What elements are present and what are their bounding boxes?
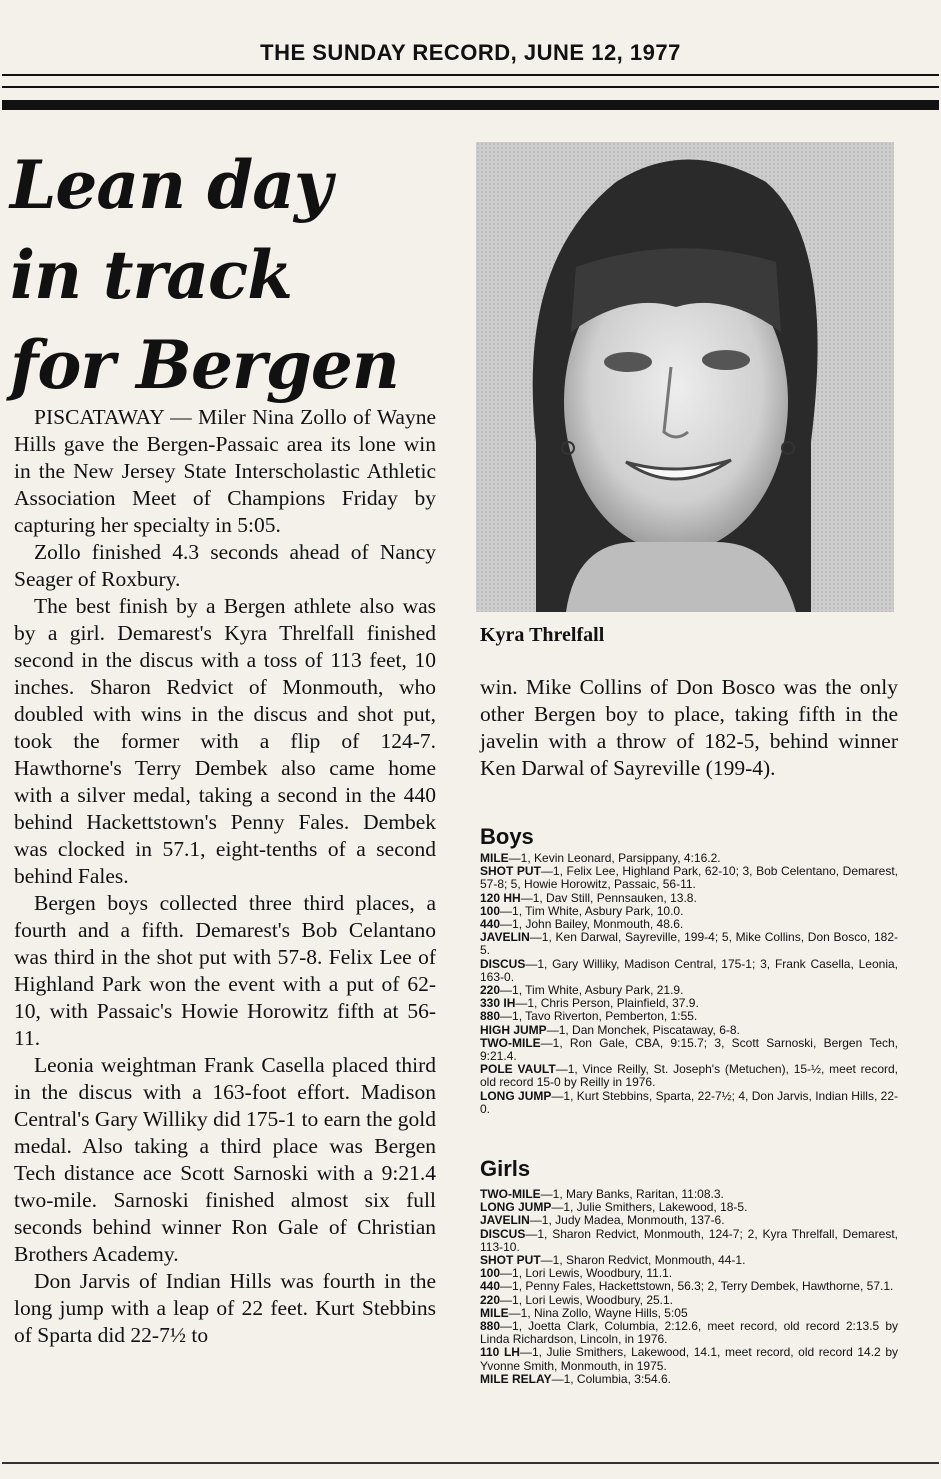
bottom-rule bbox=[2, 1462, 939, 1464]
result-row bbox=[480, 1037, 898, 1063]
masthead-rule-mid bbox=[2, 86, 939, 88]
event-name: 100 bbox=[480, 1266, 501, 1281]
photo-caption: Kyra Threlfall bbox=[480, 624, 605, 646]
event-result: —1, Sharon Redvict, Monmouth, 44-1. bbox=[540, 1253, 746, 1268]
story-paragraph: Leonia weightman Frank Casella placed third in the discus with a 163-foot effort. Madison Central's Gary Williky did 175-1 to earn the gold medal. Also taking a third place was Bergen Tech distance ace Scott Sarnoski with a 9:21.4 two-mile. Sarnoski finished almost six full seconds behind winner Ron Gale of Christian Brothers Academy. bbox=[14, 1053, 436, 1266]
event-result: —1, Lori Lewis, Woodbury, 11.1. bbox=[500, 1266, 673, 1281]
story-paragraph: Zollo finished 4.3 seconds ahead of Nancy Seager of Roxbury. bbox=[14, 540, 436, 591]
event-result: —1, Lori Lewis, Woodbury, 25.1. bbox=[500, 1292, 674, 1307]
event-result: —1, Julie Smithers, Lakewood, 18-5. bbox=[551, 1200, 748, 1215]
headline-line: in track bbox=[10, 236, 292, 314]
event-name: JAVELIN bbox=[480, 930, 530, 945]
boys-heading: Boys bbox=[480, 824, 534, 849]
event-name: JAVELIN bbox=[480, 1213, 530, 1228]
event-result: —1, Tim White, Asbury Park, 10.0. bbox=[500, 903, 684, 918]
event-name: 440 bbox=[480, 1279, 501, 1294]
event-name: 440 bbox=[480, 917, 501, 932]
story-paragraph: win. Mike Collins of Don Bosco was the only other Bergen boy to place, taking fifth in the javelin with a throw of 182-5, behind winner Ken Darwal of Sayreville (199-4). bbox=[480, 675, 898, 780]
event-name: 100 bbox=[480, 903, 501, 918]
masthead-rule-top bbox=[2, 74, 939, 76]
event-result: —1, Kevin Leonard, Parsippany, 4:16.2. bbox=[508, 851, 721, 865]
event-name: TWO-MILE bbox=[480, 1187, 541, 1201]
event-name: MILE bbox=[480, 1305, 509, 1320]
event-result: —1, Columbia, 3:54.6. bbox=[551, 1371, 671, 1386]
event-name: TWO-MILE bbox=[480, 1035, 541, 1050]
event-result: —1, Ken Darwal, Sayreville, 199-4; 5, Mike Collins, Don Bosco, 182-5. bbox=[480, 930, 898, 958]
girls-heading: Girls bbox=[480, 1156, 531, 1181]
result-row bbox=[480, 1090, 898, 1116]
result-row bbox=[480, 958, 898, 984]
event-name: LONG JUMP bbox=[480, 1200, 552, 1215]
event-name: 220 bbox=[480, 1292, 501, 1307]
event-result: —1, Sharon Redvict, Monmouth, 124-7; 2, Kyra Threlfall, Demarest, 113-10. bbox=[480, 1226, 898, 1254]
event-result: —1, Judy Madea, Monmouth, 137-6. bbox=[529, 1213, 725, 1228]
event-result: —1, Gary Williky, Madison Central, 175-1; 3, Frank Casella, Leonia, 163-0. bbox=[480, 956, 898, 984]
event-result: —1, Nina Zollo, Wayne Hills, 5:05 bbox=[508, 1305, 688, 1320]
event-name: MILE RELAY bbox=[480, 1371, 552, 1386]
girls-results-list bbox=[480, 1188, 898, 1386]
headline-line: for Bergen bbox=[10, 326, 399, 404]
event-name: SHOT PUT bbox=[480, 864, 541, 879]
event-name: POLE VAULT bbox=[480, 1062, 556, 1077]
event-name: 330 IH bbox=[480, 996, 516, 1011]
event-result: —1, Chris Person, Plainfield, 37.9. bbox=[515, 996, 699, 1011]
boys-results-list bbox=[480, 852, 898, 1116]
event-name: 120 HH bbox=[480, 890, 521, 905]
result-row bbox=[480, 1373, 898, 1386]
result-row bbox=[480, 865, 898, 891]
result-row bbox=[480, 1320, 898, 1346]
event-result: —1, Kurt Stebbins, Sparta, 22-7½; 4, Don Jarvis, Indian Hills, 22-0. bbox=[480, 1088, 898, 1116]
event-name: MILE bbox=[480, 851, 509, 865]
event-name: DISCUS bbox=[480, 956, 526, 971]
athlete-photo bbox=[476, 142, 894, 612]
result-row bbox=[480, 931, 898, 957]
story-right-column bbox=[480, 674, 898, 782]
story-left-column bbox=[14, 404, 436, 1349]
event-result: —1, John Bailey, Monmouth, 48.6. bbox=[500, 917, 684, 932]
story-paragraph: The best finish by a Bergen athlete also was by a girl. Demarest's Kyra Threlfall finished second in the discus with a toss of 113 feet, 10 inches. Sharon Redvict of Monmouth, who doubled with wins in the discus and shot put, took the former with a flip of 124-7. Hawthorne's Terry Dembek also came home with a silver medal, taking a second in the 440 behind Hackettstown's Penny Fales. Dembek was clocked in 57.1, eight-tenths of a second behind Fales. bbox=[14, 594, 436, 888]
event-result: —1, Dan Monchek, Piscataway, 6-8. bbox=[546, 1022, 740, 1037]
event-result: —1, Penny Fales, Hackettstown, 56.3; 2, Terry Dembek, Hawthorne, 57.1. bbox=[500, 1279, 894, 1294]
event-name: 880 bbox=[480, 1009, 501, 1024]
event-result: —1, Julie Smithers, Lakewood, 14.1, meet record, old record 14.2 by Yvonne Smith, Monmouth, in 1975. bbox=[480, 1345, 898, 1373]
event-name: SHOT PUT bbox=[480, 1253, 541, 1268]
story-paragraph: Bergen boys collected three third places, a fourth and a fifth. Demarest's Bob Celantano was third in the shot put with 57-8. Felix Lee of Highland Park won the event with a put of 62-10, with Passaic's Howie Horowitz fifth at 56-11. bbox=[14, 891, 436, 1050]
event-name: LONG JUMP bbox=[480, 1088, 552, 1103]
event-name: 110 LH bbox=[480, 1345, 520, 1360]
story-paragraph: PISCATAWAY — Miler Nina Zollo of Wayne Hills gave the Bergen-Passaic area its lone win in the New Jersey State Interscholastic Athletic Association Meet of Champions Friday by capturing her specialty in 5:05. bbox=[14, 405, 436, 537]
event-result: —1, Joetta Clark, Columbia, 2:12.6, meet record, old record 2:13.5 by Linda Richardson, Lincoln, in 1976. bbox=[480, 1319, 898, 1347]
event-result: —1, Felix Lee, Highland Park, 62-10; 3, Bob Celentano, Demarest, 57-8; 5, Howie Horowitz, Passaic, 56-11. bbox=[480, 864, 898, 892]
result-row bbox=[480, 1228, 898, 1254]
event-result: —1, Tavo Riverton, Pemberton, 1:55. bbox=[500, 1009, 698, 1024]
event-name: 220 bbox=[480, 983, 501, 998]
story-paragraph: Don Jarvis of Indian Hills was fourth in the long jump with a leap of 22 feet. Kurt Stebbins of Sparta did 22-7½ to bbox=[14, 1269, 436, 1347]
headline-line: Lean day bbox=[10, 146, 332, 224]
portrait-photo-graphic bbox=[476, 142, 894, 612]
event-result: —1, Vince Reilly, St. Joseph's (Metuchen), 15-½, meet record, old record 15-0 by Reilly in 1976. bbox=[480, 1062, 898, 1090]
event-name: HIGH JUMP bbox=[480, 1022, 547, 1037]
headline bbox=[10, 140, 460, 410]
event-result: —1, Ron Gale, CBA, 9:15.7; 3, Scott Sarnoski, Bergen Tech, 9:21.4. bbox=[480, 1035, 898, 1064]
result-row bbox=[480, 1346, 898, 1372]
result-row bbox=[480, 1063, 898, 1089]
event-name: DISCUS bbox=[480, 1226, 526, 1241]
event-name: 880 bbox=[480, 1319, 501, 1334]
masthead: THE SUNDAY RECORD, JUNE 12, 1977 bbox=[260, 40, 681, 65]
masthead-rule-thick bbox=[2, 100, 939, 110]
event-result: —1, Mary Banks, Raritan, 11:08.3. bbox=[540, 1187, 724, 1201]
event-result: —1, Tim White, Asbury Park, 21.9. bbox=[500, 983, 684, 998]
event-result: —1, Dav Still, Pennsauken, 13.8. bbox=[520, 890, 697, 905]
